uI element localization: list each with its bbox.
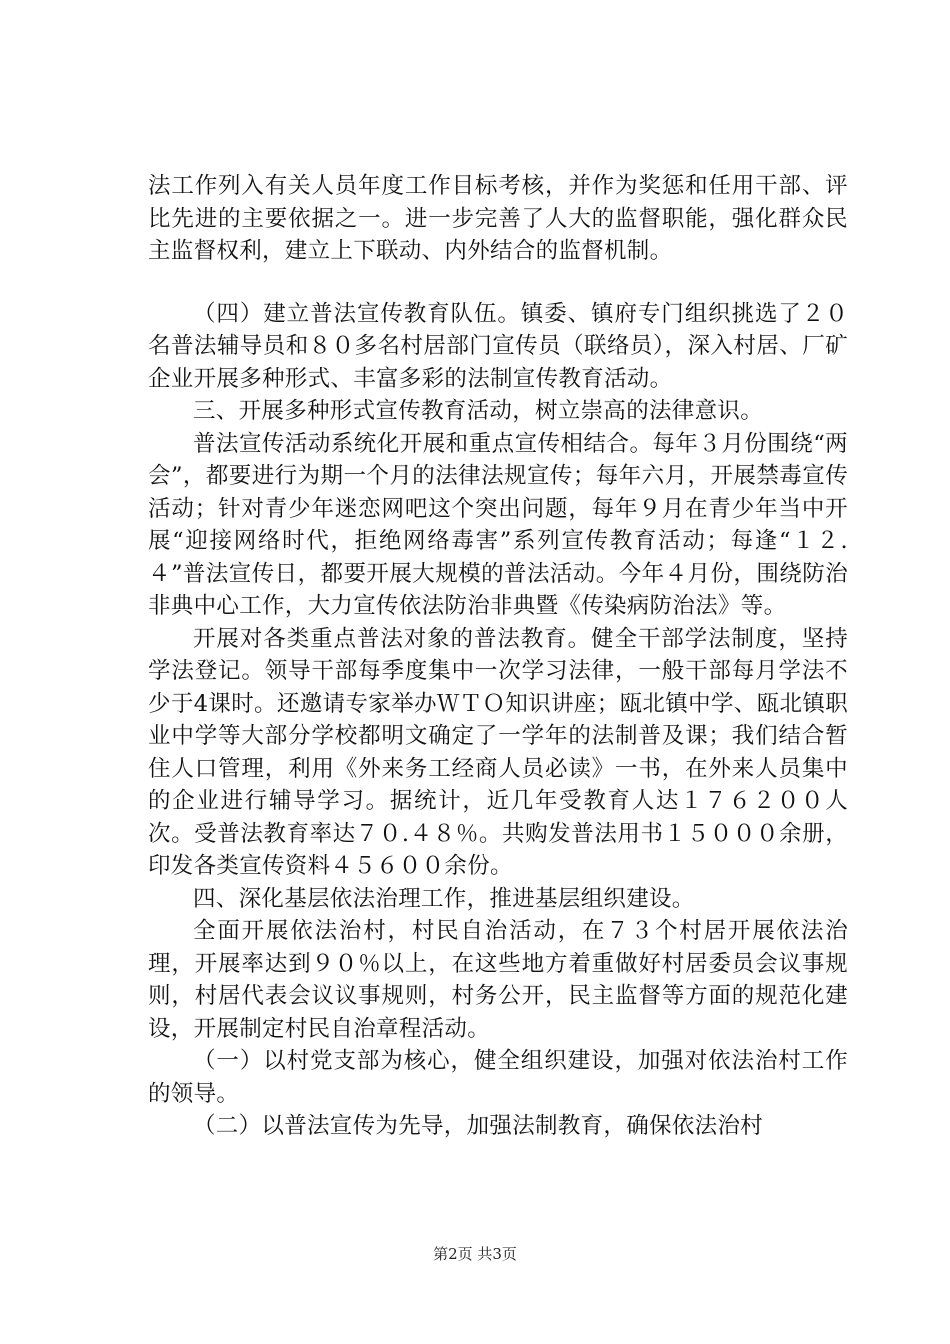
paragraph-item-one: （一）以村党支部为核心，健全组织建设，加强对依法治村工作的领导。 [148, 1048, 848, 1107]
paragraph-team: （四）建立普法宣传教育队伍。镇委、镇府专门组织挑选了２０名普法辅导员和８０多名村居部门宣传员（联络员），深入村居、厂矿企业开展多种形式、丰富多彩的法制宣传教育活动。 [148, 300, 848, 392]
page-footer [0, 1243, 950, 1264]
paragraph-item-two: （二）以普法宣传为先导，加强法制教育，确保依法治村 [193, 1113, 764, 1139]
page-number-label: 第2页 共3页 [433, 1245, 517, 1263]
section-heading-three: 三、开展多种形式宣传教育活动，树立崇高的法律意识。 [193, 398, 764, 424]
paragraph-campaigns: 普法宣传活动系统化开展和重点宣传相结合。每年３月份围绕“两会”，都要进行为期一个月的法律法规宣传；每年六月，开展禁毒宣传活动；针对青少年迷恋网吧这个突出问题，每年９月在青少年当中开展“迎接网络时代，拒绝网络毒害”系列宣传教育活动；每逢“１２.４”普法宣传日，都要开展大规模的普法活动。今年４月份，围绕防治非典中心工作，大力宣传依法防治非典暨《传染病防治法》等。 [148, 430, 848, 619]
section-heading-four: 四、深化基层依法治理工作，推进基层组织建设。 [193, 885, 695, 912]
paragraph-education: 开展对各类重点普法对象的普法教育。健全干部学法制度，坚持学法登记。领导干部每季度集中一次学习法律，一般干部每月学法不少于4课时。还邀请专家举办ＷＴＯ知识讲座；瓯北镇中学、瓯北镇职业中学等大部分学校都明文确定了一学年的法制普及课；我们结合暂住人口管理，利用《外来务工经商人员必读》一书，在外来人员集中的企业进行辅导学习。据统计，近几年受教育人达１７６２００人次。受普法教育率达７０.４８％。共购发普法用书１５０００余册，印发各类宣传资料４５６００余份。 [148, 625, 848, 879]
paragraph-supervision: 法工作列入有关人员年度工作目标考核，并作为奖惩和任用干部、评比先进的主要依据之一。进一步完善了人大的监督职能，强化群众民主监督权利，建立上下联动、内外结合的监督机制。 [148, 173, 848, 264]
document-body [148, 170, 848, 1143]
paragraph-village-governance: 全面开展依法治村，村民自治活动，在７３个村居开展依法治理，开展率达到９０％以上，在这些地方着重做好村居委员会议事规则，村居代表会议议事规则，村务公开，民主监督等方面的规范化建设，开展制定村民自治章程活动。 [148, 918, 848, 1042]
